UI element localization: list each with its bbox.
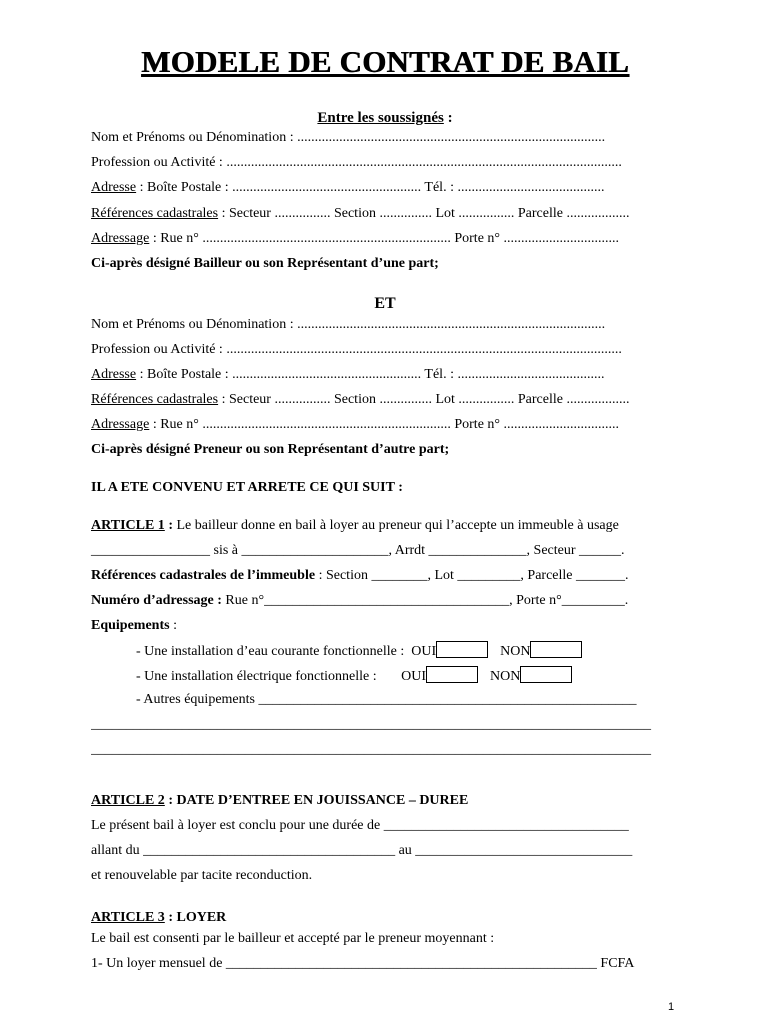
preneur-adressage-line: Adressage : Rue n° ....................................................................... Porte n° ................................. bbox=[91, 417, 620, 432]
bailleur-name-line: Nom et Prénoms ou Dénomination : ........................................................................................ bbox=[91, 130, 606, 145]
article3-loyer-line: 1- Un loyer mensuel de _____________________________________________________ FCFA bbox=[91, 956, 635, 971]
preneur-designation: Ci-après désigné Preneur ou son Représentant d’autre part; bbox=[91, 442, 450, 457]
bailleur-adresse-line: Adresse : Boîte Postale : ...................................................... Tél. : .......................................... bbox=[91, 180, 605, 195]
article1-location-line: _________________ sis à _____________________, Arrdt ______________, Secteur ______. bbox=[91, 543, 625, 558]
oui-checkbox-electricite[interactable] bbox=[426, 666, 478, 683]
et-heading: ET bbox=[374, 295, 396, 312]
preneur-references-line: Références cadastrales : Secteur ................ Section ............... Lot ................ Parcelle .................. bbox=[91, 392, 630, 407]
bailleur-profession-line: Profession ou Activité : ................................................................................................................. bbox=[91, 155, 622, 170]
preneur-profession-line: Profession ou Activité : ................................................................................................................. bbox=[91, 342, 622, 357]
article1-references-line: Références cadastrales de l’immeuble : Section ________, Lot _________, Parcelle _______. bbox=[91, 568, 629, 583]
preneur-adresse-line: Adresse : Boîte Postale : ...................................................... Tél. : .......................................... bbox=[91, 367, 605, 382]
article1-equipements-label: Equipements : bbox=[91, 618, 177, 633]
article3-consent-line: Le bail est consenti par le bailleur et accepté par le preneur moyennant : bbox=[91, 931, 495, 946]
equipement-electrique-line: - Une installation électrique fonctionnelle : OUI NON bbox=[136, 666, 736, 686]
autres-equipements-line: - Autres équipements ______________________________________________________ bbox=[136, 692, 637, 707]
between-heading: Entre les soussignés : bbox=[317, 110, 453, 126]
article1-adressage-line: Numéro d’adressage : Rue n°___________________________________, Porte n°_________. bbox=[91, 593, 629, 608]
preneur-name-line: Nom et Prénoms ou Dénomination : ........................................................................................ bbox=[91, 317, 606, 332]
bailleur-designation: Ci-après désigné Bailleur ou son Représentant d’une part; bbox=[91, 256, 439, 271]
article3-heading: ARTICLE 3 : LOYER bbox=[91, 910, 227, 925]
article2-renouvellement-line: et renouvelable par tacite reconduction. bbox=[91, 868, 313, 883]
blank-line-2: ________________________________________________________________________________ bbox=[91, 742, 651, 757]
article2-dates-line: allant du ____________________________________ au _______________________________ bbox=[91, 843, 633, 858]
convenu-heading: IL A ETE CONVENU ET ARRETE CE QUI SUIT : bbox=[91, 480, 403, 495]
document-title: MODELE DE CONTRAT DE BAIL bbox=[141, 44, 629, 79]
article2-heading: ARTICLE 2 : DATE D’ENTREE EN JOUISSANCE – DUREE bbox=[91, 793, 469, 808]
bailleur-references-line: Références cadastrales : Secteur ................ Section ............... Lot ................ Parcelle .................. bbox=[91, 206, 630, 221]
blank-line-1: ________________________________________________________________________________ bbox=[91, 717, 651, 732]
article2-duree-line: Le présent bail à loyer est conclu pour une durée de ___________________________________ bbox=[91, 818, 629, 833]
article1-intro: ARTICLE 1 : Le bailleur donne en bail à loyer au preneur qui l’accepte un immeuble à usage bbox=[91, 518, 619, 533]
non-checkbox-eau[interactable] bbox=[530, 641, 582, 658]
bailleur-adressage-line: Adressage : Rue n° ....................................................................... Porte n° ................................. bbox=[91, 231, 620, 246]
non-checkbox-electricite[interactable] bbox=[520, 666, 572, 683]
page-number: 1 bbox=[668, 1001, 675, 1013]
equipement-eau-line: - Une installation d’eau courante fonctionnelle : OUI NON bbox=[136, 641, 736, 661]
oui-checkbox-eau[interactable] bbox=[436, 641, 488, 658]
